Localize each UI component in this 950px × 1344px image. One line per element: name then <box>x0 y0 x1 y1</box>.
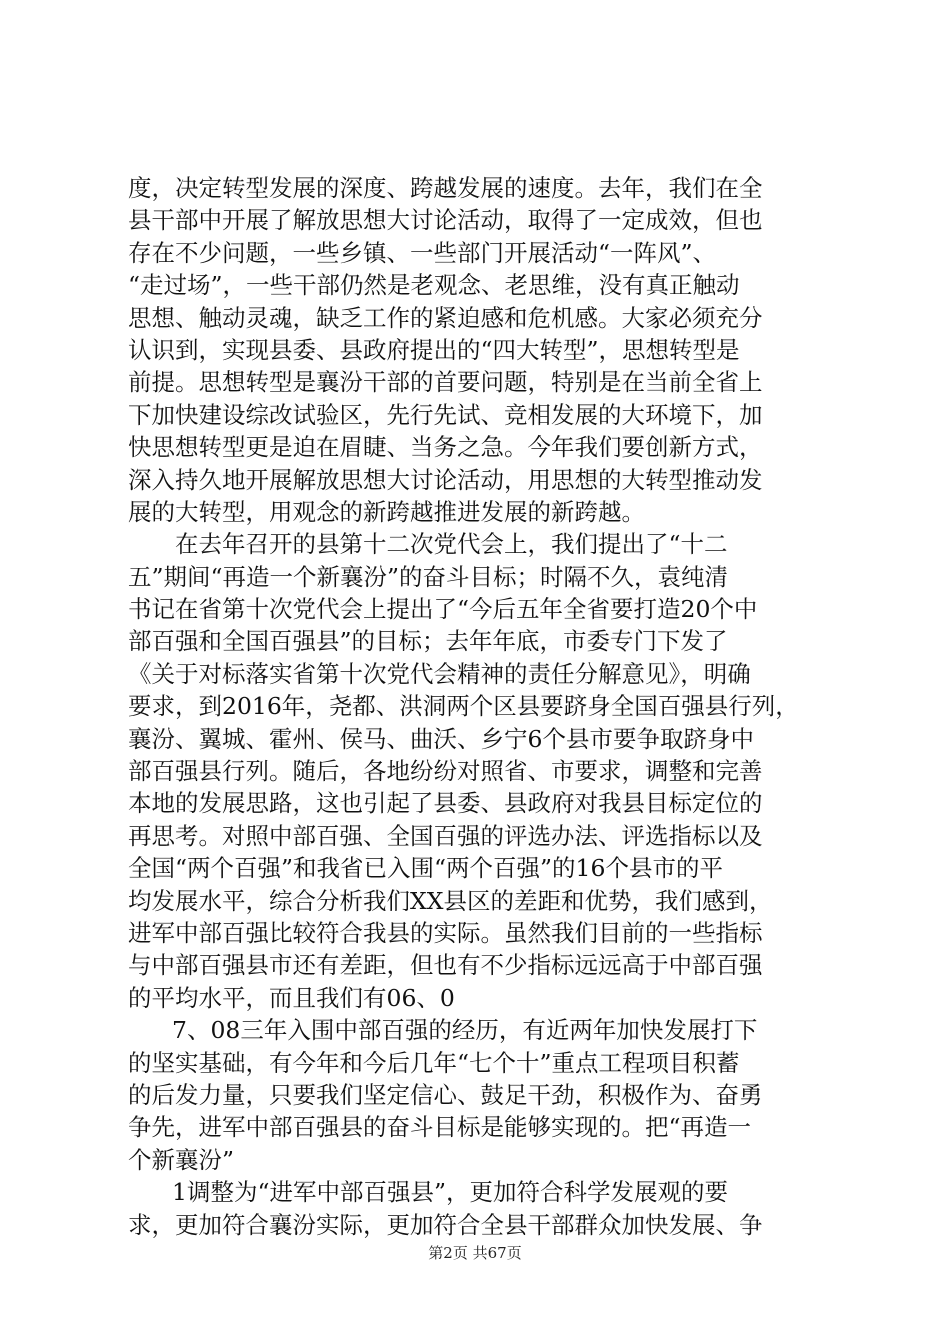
text-line: 本地的发展思路，这也引起了县委、县政府对我县目标定位的 <box>128 789 763 818</box>
text-line: 求，更加符合襄汾实际，更加符合全县干部群众加快发展、争 <box>128 1210 763 1239</box>
text-line: 下加快建设综改试验区，先行先试、竞相发展的大环境下，加 <box>128 400 763 429</box>
paragraph-start-line: 7、08三年入围中部百强的经历，有近两年加快发展打下 <box>172 1016 758 1045</box>
text-line: 前提。思想转型是襄汾干部的首要问题，特别是在当前全省上 <box>128 368 763 397</box>
text-line: 再思考。对照中部百强、全国百强的评选办法、评选指标以及 <box>128 821 763 850</box>
text-line: 度，决定转型发展的深度、跨越发展的速度。去年，我们在全 <box>128 174 763 202</box>
text-line: “走过场”，一些干部仍然是老观念、老思维，没有真正触动 <box>128 271 740 300</box>
text-line: 存在不少问题，一些乡镇、一些部门开展活动“一阵风”、 <box>128 238 717 267</box>
text-line: 书记在省第十次党代会上提出了“今后五年全省要打造20个中 <box>128 595 758 624</box>
body-text <box>128 172 833 1241</box>
text-line: 进军中部百强比较符合我县的实际。虽然我们目前的一些指标 <box>128 918 763 947</box>
text-line: 思想、触动灵魂，缺乏工作的紧迫感和危机感。大家必须充分 <box>128 303 763 332</box>
text-line: 与中部百强县市还有差距，但也有不少指标远远高于中部百强 <box>128 951 763 980</box>
page-footer: 第2页 共67页 <box>428 1244 522 1262</box>
text-line: 个新襄汾” <box>128 1145 235 1174</box>
text-line: 争先，进军中部百强县的奋斗目标是能够实现的。把“再造一 <box>128 1113 752 1142</box>
text-line: 要求，到2016年，尧都、洪洞两个区县要跻身全国百强县行列， <box>128 692 799 721</box>
text-line: 五”期间“再造一个新襄汾”的奋斗目标；时隔不久，袁纯清 <box>128 562 729 591</box>
text-line: 的后发力量，只要我们坚定信心、鼓足干劲，积极作为、奋勇 <box>128 1080 763 1109</box>
text-line: 均发展水平，综合分析我们XX县区的差距和优势，我们感到， <box>128 886 773 915</box>
text-line: 深入持久地开展解放思想大讨论活动，用思想的大转型推动发 <box>128 465 763 494</box>
paragraph-start-line: 1调整为“进军中部百强县”，更加符合科学发展观的要 <box>172 1178 728 1207</box>
paragraph-start-line: 在去年召开的县第十二次党代会上，我们提出了“十二 <box>175 530 728 559</box>
text-line: 展的大转型，用观念的新跨越推进发展的新跨越。 <box>128 497 645 526</box>
text-line: 《关于对标落实省第十次党代会精神的责任分解意见》，明确 <box>128 659 751 688</box>
text-line: 认识到，实现县委、县政府提出的“四大转型”，思想转型是 <box>128 335 740 364</box>
text-line: 的平均水平，而且我们有06、0 <box>128 983 455 1012</box>
text-line: 县干部中开展了解放思想大讨论活动，取得了一定成效，但也 <box>128 206 763 235</box>
text-line: 部百强和全国百强县”的目标；去年年底，市委专门下发了 <box>128 627 728 656</box>
text-line: 的坚实基础，有今年和今后几年“七个十”重点工程项目积蓄 <box>128 1048 740 1077</box>
text-line: 全国“两个百强”和我省已入围“两个百强”的16个县市的平 <box>128 854 723 883</box>
text-line: 快思想转型更是迫在眉睫、当务之急。今年我们要创新方式， <box>128 433 763 462</box>
text-line: 部百强县行列。随后，各地纷纷对照省、市要求，调整和完善 <box>128 757 763 786</box>
text-line: 襄汾、翼城、霍州、侯马、曲沃、乡宁6个县市要争取跻身中 <box>128 724 754 753</box>
